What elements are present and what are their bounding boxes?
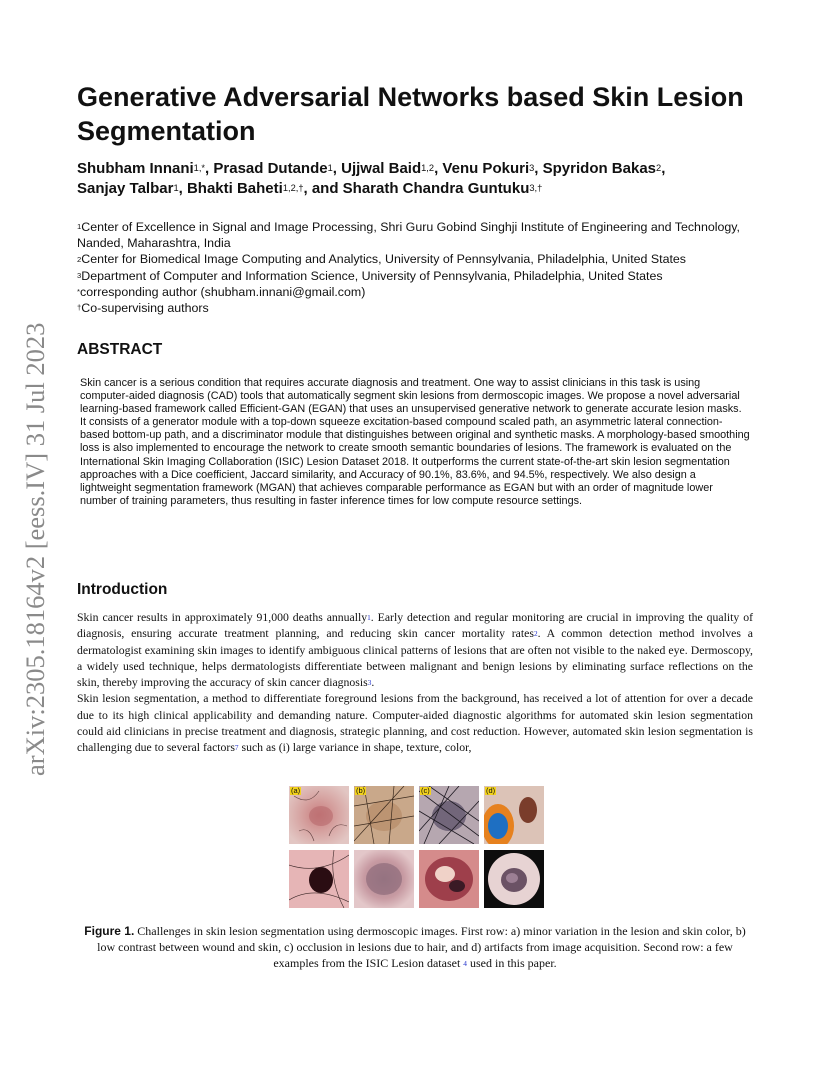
author-affiliation-mark: 1 bbox=[173, 183, 179, 194]
author-name: Bhakti Baheti bbox=[186, 180, 283, 197]
author-affiliation-mark: 3,† bbox=[529, 183, 543, 194]
affiliations bbox=[77, 219, 767, 316]
author-separator: , bbox=[178, 180, 187, 197]
author-separator: , bbox=[534, 160, 543, 177]
author-separator: , bbox=[434, 160, 443, 177]
affiliation-text: Center for Biomedical Image Computing and Analytics, University of Pennsylvania, Philadelphia, United States bbox=[81, 252, 686, 267]
affiliation-mark: 3 bbox=[77, 271, 82, 281]
introduction-paragraph-2: Skin lesion segmentation, a method to differentiate foreground lesions from the background, has received a lot of attention for over a decade due to its high clinical applicability and demanding nature. Computer-aided diagnostic algorithms for automated skin lesion segmentation could aid clinicians in precise treatment and diagnosis, strategic planning, and cost reduction. However, automated skin lesion segmentation is challenging due to several factors$^7$ such as (i) large variance in shape, texture, color, bbox=[77, 692, 753, 755]
affiliation-line bbox=[77, 300, 767, 316]
figure-image-a bbox=[289, 786, 349, 844]
author-affiliation-mark: 1,2,† bbox=[282, 183, 304, 194]
figure-tag-d: (d) bbox=[486, 786, 496, 795]
figure-caption-label: Figure 1. bbox=[84, 924, 135, 938]
author-affiliation-mark: 1,* bbox=[193, 163, 206, 174]
author-name: Shubham Innani bbox=[77, 160, 194, 177]
author-name: Spyridon Bakas bbox=[542, 160, 657, 177]
figure-image-d bbox=[484, 786, 544, 844]
arxiv-identifier: arXiv:2305.18164v2 [eess.IV] 31 Jul 2023 bbox=[20, 322, 50, 776]
figure-image-c bbox=[419, 786, 479, 844]
affiliation-mark: 1 bbox=[77, 222, 82, 232]
figure-caption-text-end: used in this paper. bbox=[467, 956, 557, 970]
affiliation-line bbox=[77, 219, 767, 251]
author-separator: , bbox=[332, 160, 342, 177]
figure-image-isic-2 bbox=[354, 850, 414, 908]
citation-link[interactable]: 2 bbox=[533, 629, 538, 638]
affiliation-text: Department of Computer and Information Science, University of Pennsylvania, Philadelphia, United States bbox=[81, 268, 663, 283]
citation-link[interactable]: 3 bbox=[367, 678, 372, 687]
figure-tag-b: (b) bbox=[356, 786, 366, 795]
figure-tag-c: (c) bbox=[421, 786, 430, 795]
introduction-paragraph-1: Skin cancer results in approximately 91,000 deaths annually$^1$. Early detection and regular monitoring are crucial in improving the quality of diagnosis, ensuring accurate treatment planning, and reducing skin cancer mortality rates$^2$. A common detection method involves a dermatologist examining skin images to identify ambiguous clinical patterns of lesions that are often not visible to the naked eye. Dermoscopy, a widely used technique, helps dermatologists differentiate between malignant and benign lesions by eliminating surface reflections on the skin, thereby improving the accuracy of skin cancer diagnosis$^3$. bbox=[77, 611, 753, 690]
author-name: Venu Pokuri bbox=[442, 160, 530, 177]
figure-caption-text: Challenges in skin lesion segmentation using dermoscopic images. First row: a) minor variation in the lesion and skin color, b) low contrast between wound and skin, c) occlusion in lesions due to hair, and d) artifacts from image acquisition. Second row: a few examples from the ISIC Lesion dataset bbox=[97, 924, 746, 970]
author-list bbox=[77, 159, 777, 199]
figure-1-caption bbox=[77, 923, 753, 971]
author-separator: , bbox=[205, 160, 214, 177]
affiliation-text: Center of Excellence in Signal and Image Processing, Shri Guru Gobind Singhji Institute of Engineering and Technology, Nanded, Maharashtra, India bbox=[77, 220, 740, 251]
affiliation-line bbox=[77, 268, 767, 284]
author-name: Ujjwal Baid bbox=[341, 160, 422, 177]
figure-1-image-grid bbox=[289, 786, 547, 910]
affiliation-mark: * bbox=[77, 287, 80, 297]
affiliation-mark: 2 bbox=[77, 254, 82, 264]
author-separator: , bbox=[661, 160, 666, 177]
author-name: Sanjay Talbar bbox=[77, 180, 174, 197]
introduction-heading: Introduction bbox=[77, 581, 168, 598]
abstract-body: Skin cancer is a serious condition that requires accurate diagnosis and treatment. One way to assist clinicians in this task is using computer-aided diagnosis (CAD) tools that automatically segment skin lesions from dermoscopic images. We propose a novel adversarial learning-based framework called Efficient-GAN (EGAN) that uses an unsupervised generative network to generate accurate lesion masks. It consists of a generator module with a top-down squeeze excitation-based compound scaled path, an asymmetric lateral connection-based bottom-up path, and a discriminator module that distinguishes between original and synthetic masks. A morphology-based smoothing loss is also implemented to encourage the network to create smooth semantic boundaries of lesions. The framework is evaluated on the International Skin Imaging Collaboration (ISIC) Lesion Dataset 2018. It outperforms the current state-of-the-art skin lesion segmentation approaches with a Dice coefficient, Jaccard similarity, and Accuracy of 90.1%, 83.6%, and 94.5%, respectively. We also design a lightweight segmentation framework (MGAN) that achieves comparable performance as EGAN but with an order of magnitude lower number of training parameters, thus resulting in faster inference times for low compute resource settings. bbox=[80, 377, 750, 507]
citation-link[interactable]: 4 bbox=[463, 958, 467, 968]
affiliation-text: corresponding author (shubham.innani@gmail.com) bbox=[80, 284, 366, 299]
affiliation-line bbox=[77, 284, 767, 300]
author-affiliation-mark: 3 bbox=[529, 163, 535, 174]
paper-title: Generative Adversarial Networks based Skin Lesion Segmentation bbox=[77, 82, 744, 146]
arxiv-stamp bbox=[22, 296, 48, 776]
figure-image-isic-3 bbox=[419, 850, 479, 908]
author-affiliation-mark: 1,2 bbox=[421, 163, 435, 174]
author-name: Prasad Dutande bbox=[213, 160, 328, 177]
citation-link[interactable]: 1 bbox=[367, 613, 371, 622]
figure-image-isic-4 bbox=[484, 850, 544, 908]
figure-tag-a: (a) bbox=[291, 786, 301, 795]
citation-link[interactable]: 7 bbox=[234, 743, 239, 752]
affiliation-text: Co-supervising authors bbox=[81, 301, 209, 316]
author-affiliation-mark: 1 bbox=[327, 163, 333, 174]
affiliation-line bbox=[77, 251, 767, 267]
figure-image-isic-1 bbox=[289, 850, 349, 908]
author-separator: , and bbox=[303, 180, 343, 197]
affiliation-mark: † bbox=[77, 303, 82, 313]
introduction-body bbox=[77, 610, 753, 757]
author-name: Sharath Chandra Guntuku bbox=[342, 180, 530, 197]
author-affiliation-mark: 2 bbox=[656, 163, 662, 174]
abstract-heading: ABSTRACT bbox=[77, 341, 163, 358]
figure-image-b bbox=[354, 786, 414, 844]
